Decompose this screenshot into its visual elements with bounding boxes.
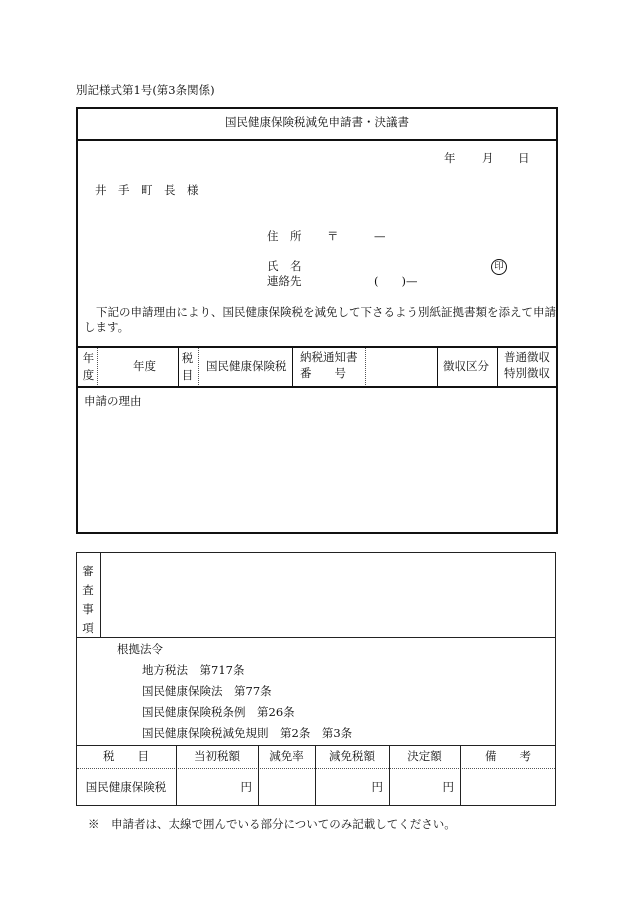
row-decided-amount-unit: 円 xyxy=(442,780,454,794)
calc-table-top xyxy=(76,745,556,746)
reason-label: 申請の理由 xyxy=(84,394,142,408)
form-reference: 別記様式第1号(第3条関係) xyxy=(76,83,215,97)
header-tax-item: 税 目 xyxy=(103,749,149,763)
name-label: 氏 名 xyxy=(267,259,302,273)
notice-label-2: 番 号 xyxy=(300,366,346,380)
review-label-2: 査 xyxy=(82,583,94,597)
contact-format: ( )— xyxy=(374,274,418,288)
divider xyxy=(178,346,179,386)
year-value: 年度 xyxy=(133,359,156,373)
address-label: 住 所 xyxy=(267,229,302,243)
divider xyxy=(292,346,293,386)
postal-dash: — xyxy=(374,229,386,243)
review-divider xyxy=(76,637,556,638)
dotted-divider xyxy=(198,348,199,385)
review-label-3: 事 xyxy=(82,602,94,616)
footnote: ※ 申請者は、太線で囲んでいる部分についてのみ記載してください。 xyxy=(88,817,456,831)
year-label-1: 年 xyxy=(82,351,95,365)
title-divider xyxy=(76,139,558,141)
date-day-label: 日 xyxy=(518,151,530,165)
statement-line-1: 下記の申請理由により、国民健康保険税を減免して下さるよう別紙証拠書類を添えて申請 xyxy=(96,305,556,319)
notice-label-1: 納税通知書 xyxy=(300,350,358,364)
tax-item-label-2: 目 xyxy=(181,368,194,382)
dotted-divider xyxy=(365,348,366,385)
info-row-bottom xyxy=(76,386,558,388)
date-year-label: 年 xyxy=(444,151,456,165)
contact-label: 連絡先 xyxy=(267,274,302,288)
law-item: 国民健康保険税減免規則 第2条 第3条 xyxy=(142,726,353,740)
calc-table-header-divider xyxy=(77,768,555,769)
date-month-label: 月 xyxy=(482,151,494,165)
review-label-divider xyxy=(100,552,101,638)
law-item: 地方税法 第717条 xyxy=(142,663,245,677)
divider xyxy=(437,346,438,386)
year-label-2: 度 xyxy=(82,368,95,382)
tax-item-label-1: 税 xyxy=(181,351,194,365)
header-decided-amount: 決定額 xyxy=(407,749,442,763)
legal-basis-title: 根拠法令 xyxy=(117,642,163,656)
application-box xyxy=(76,107,558,534)
row-tax-item: 国民健康保険税 xyxy=(85,780,167,794)
postal-mark: 〒 xyxy=(327,229,339,243)
seal-mark: 印 xyxy=(494,261,504,272)
law-item: 国民健康保険法 第77条 xyxy=(142,684,272,698)
header-reduction-amount: 減免税額 xyxy=(329,749,375,763)
collection-option-normal: 普通徴収 xyxy=(504,350,550,364)
info-row-top xyxy=(76,346,558,348)
header-reduction-rate: 減免率 xyxy=(269,749,304,763)
seal-circle xyxy=(491,259,507,275)
header-remarks: 備 考 xyxy=(485,749,531,763)
collection-label: 徴収区分 xyxy=(443,359,489,373)
addressee: 井 手 町 長 様 xyxy=(95,183,199,197)
form-title: 国民健康保険税減免申請書・決議書 xyxy=(225,115,409,129)
review-label-1: 審 xyxy=(82,564,94,578)
dotted-divider xyxy=(97,348,98,385)
divider xyxy=(497,346,498,386)
collection-option-special: 特別徴収 xyxy=(504,366,550,380)
law-item: 国民健康保険税条例 第26条 xyxy=(142,705,295,719)
header-initial-tax: 当初税額 xyxy=(194,749,240,763)
row-initial-tax-unit: 円 xyxy=(240,780,252,794)
statement-line-2: します。 xyxy=(84,320,130,334)
review-label-4: 項 xyxy=(82,621,94,635)
tax-item-value: 国民健康保険税 xyxy=(206,359,287,373)
row-reduction-amount-unit: 円 xyxy=(371,780,383,794)
